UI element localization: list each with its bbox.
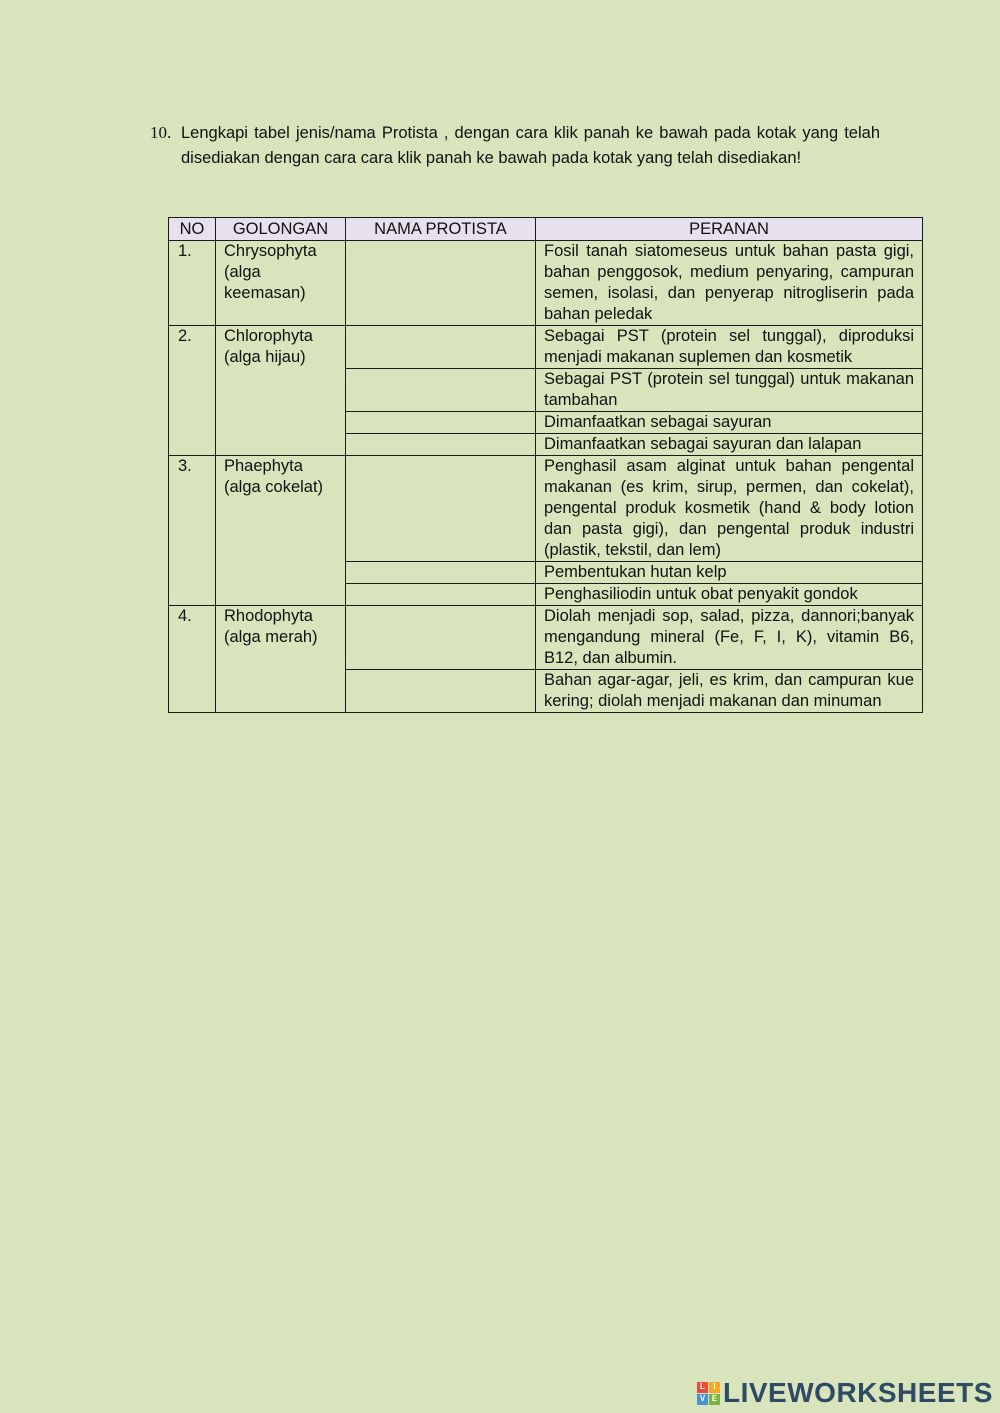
nama-protista-dropdown[interactable] bbox=[346, 434, 536, 456]
cell-peranan: Dimanfaatkan sebagai sayuran bbox=[536, 412, 923, 434]
cell-golongan: Rhodophyta (alga merah) bbox=[216, 606, 346, 713]
nama-protista-dropdown[interactable] bbox=[346, 562, 536, 584]
cell-peranan: Fosil tanah siatomeseus untuk bahan pasta gigi, bahan penggosok, medium penyaring, campuran semen, isolasi, dan penyerap nitrogliserin pada bahan peledak bbox=[536, 241, 923, 326]
cell-no: 1. bbox=[169, 241, 216, 326]
question-text: Lengkapi tabel jenis/nama Protista , dengan cara klik panah ke bawah pada kotak yang telah disediakan dengan cara cara klik panah ke bawah pada kotak yang telah disediakan! bbox=[181, 124, 880, 167]
cell-peranan: Penghasiliodin untuk obat penyakit gondok bbox=[536, 584, 923, 606]
cell-golongan: Chlorophyta (alga hijau) bbox=[216, 326, 346, 456]
nama-protista-dropdown[interactable] bbox=[346, 326, 536, 369]
logo-tile-l: L bbox=[697, 1382, 708, 1393]
cell-peranan: Bahan agar-agar, jeli, es krim, dan campuran kue kering; diolah menjadi makanan dan minuman bbox=[536, 670, 923, 713]
logo-tile-v: V bbox=[697, 1394, 708, 1405]
question-10 bbox=[150, 121, 880, 170]
nama-protista-dropdown[interactable] bbox=[346, 670, 536, 713]
protista-table bbox=[168, 217, 923, 713]
cell-peranan: Pembentukan hutan kelp bbox=[536, 562, 923, 584]
cell-no: 4. bbox=[169, 606, 216, 713]
table-row bbox=[169, 241, 923, 326]
cell-peranan: Sebagai PST (protein sel tunggal), diproduksi menjadi makanan suplemen dan kosmetik bbox=[536, 326, 923, 369]
cell-no: 3. bbox=[169, 456, 216, 606]
cell-peranan: Penghasil asam alginat untuk bahan pengental makanan (es krim, sirup, permen, dan cokelat), pengental produk kosmetik (hand & body lotion dan pasta gigi), dan pengental produk industri (plastik, tekstil, dan lem) bbox=[536, 456, 923, 562]
header-peranan: PERANAN bbox=[536, 218, 923, 241]
header-golongan: GOLONGAN bbox=[216, 218, 346, 241]
header-no: NO bbox=[169, 218, 216, 241]
logo-icon bbox=[697, 1382, 720, 1405]
cell-golongan: Phaephyta (alga cokelat) bbox=[216, 456, 346, 606]
cell-golongan: Chrysophyta (alga keemasan) bbox=[216, 241, 346, 326]
cell-no: 2. bbox=[169, 326, 216, 456]
liveworksheets-logo[interactable] bbox=[697, 1378, 993, 1408]
nama-protista-dropdown[interactable] bbox=[346, 606, 536, 670]
nama-protista-dropdown[interactable] bbox=[346, 412, 536, 434]
table-row bbox=[169, 456, 923, 562]
nama-protista-dropdown[interactable] bbox=[346, 369, 536, 412]
cell-peranan: Sebagai PST (protein sel tunggal) untuk makanan tambahan bbox=[536, 369, 923, 412]
logo-tile-i: I bbox=[709, 1382, 720, 1393]
nama-protista-dropdown[interactable] bbox=[346, 241, 536, 326]
table-row bbox=[169, 606, 923, 670]
nama-protista-dropdown[interactable] bbox=[346, 456, 536, 562]
question-number: 10. bbox=[150, 123, 172, 142]
cell-peranan: Diolah menjadi sop, salad, pizza, dannori;banyak mengandung mineral (Fe, F, I, K), vitamin B6, B12, dan albumin. bbox=[536, 606, 923, 670]
cell-peranan: Dimanfaatkan sebagai sayuran dan lalapan bbox=[536, 434, 923, 456]
nama-protista-dropdown[interactable] bbox=[346, 584, 536, 606]
table-row bbox=[169, 326, 923, 369]
table-header-row bbox=[169, 218, 923, 241]
logo-text: LIVEWORKSHEETS bbox=[723, 1377, 993, 1408]
header-nama-protista: NAMA PROTISTA bbox=[346, 218, 536, 241]
logo-tile-e: E bbox=[709, 1394, 720, 1405]
